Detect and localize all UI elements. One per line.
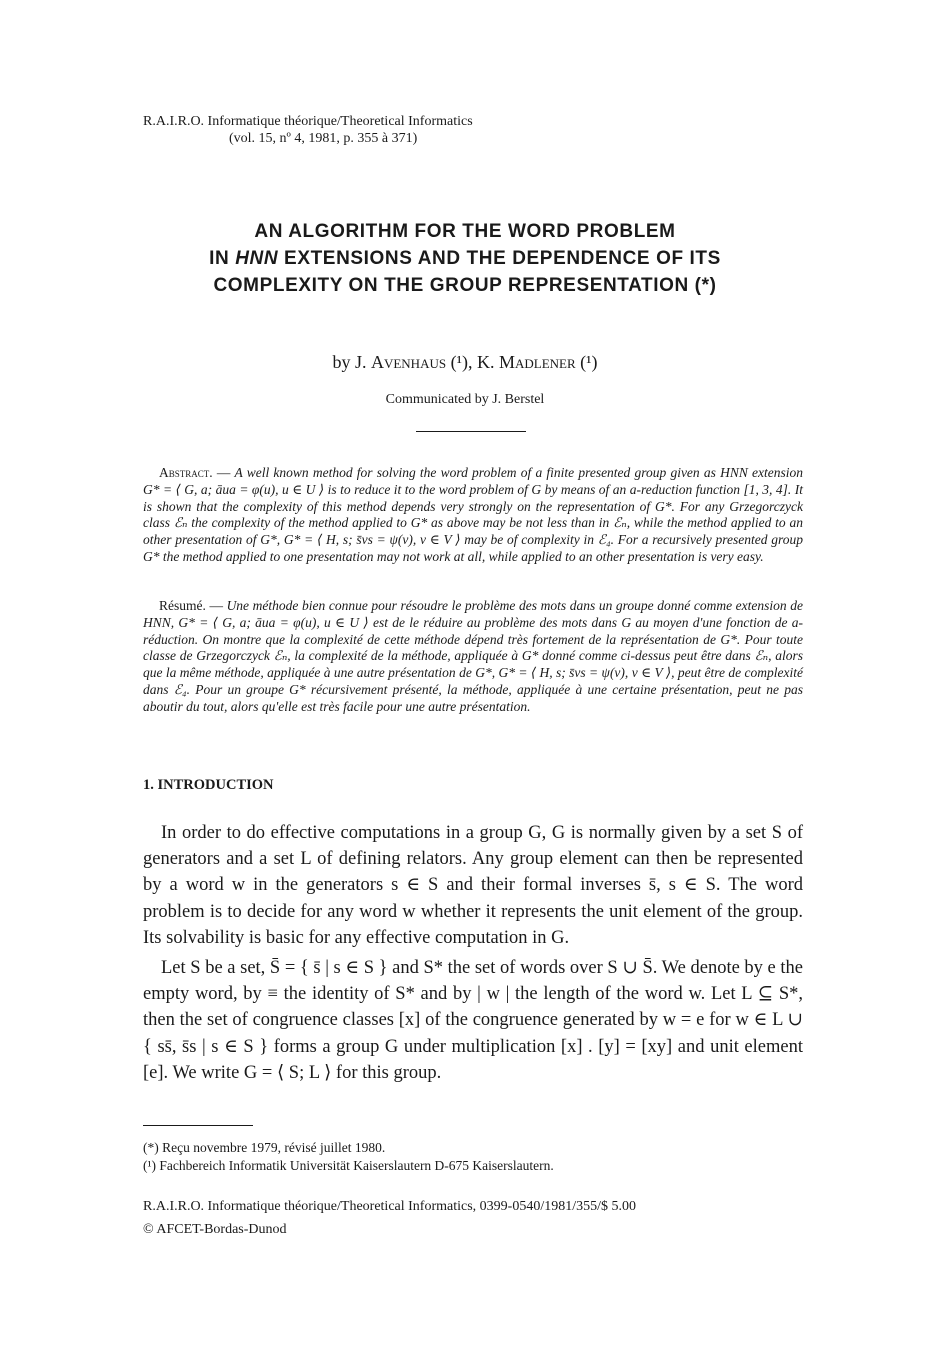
title-line-2-suffix: EXTENSIONS AND THE DEPENDENCE OF ITS [278, 248, 721, 269]
title-hnn: HNN [235, 248, 279, 269]
page-footer [143, 1195, 636, 1241]
title-divider [416, 431, 526, 432]
intro-paragraph-2: Let S be a set, S̄ = { s̄ | s ∈ S } and S* the set of words over S ∪ S̄. We denote by e the empty word, by ≡ the identity of S* and by | w | the length of the word w. Let L ⊆ S*, then the set of congruence classes [x] of the congruence generated by w = e for w ∈ L ∪ { ss̄, s̄s | s ∈ S } forms a group G under multiplication [x] . [y] = [xy] and unit element [e]. We write G = ⟨ S; L ⟩ for this group. [143, 958, 803, 1083]
author-line [0, 352, 930, 373]
title-line-2 [100, 245, 830, 272]
footer-journal-issn: R.A.I.R.O. Informatique théorique/Theoretical Informatics, 0399-0540/1981/355/$ 5.00 [143, 1199, 637, 1214]
author-by: by J. [332, 352, 371, 372]
journal-header [143, 113, 473, 147]
abstract-label: Abstract. — [159, 465, 235, 480]
footnote-received: (*) Reçu novembre 1979, révisé juillet 1980. [143, 1140, 386, 1155]
resume-text: Une méthode bien connue pour résoudre le problème des mots dans un groupe donné comme extension de HNN, G* = ⟨ G, a; āua = φ(u), u ∈ U ⟩ est de le réduire au problème des mots dans G au moyen d'une fonction de a-réduction. On montre que la complexité de cette méthode dépend très fortement de la représentation de G*. Pour toute classe de Grzegorczyck ℰₙ, la complexité de la méthode, appliquée à G* donné comme ci-dessus peut être dans ℰₙ, alors que la même méthode, appliquée à une autre présentation de G*, G* = ⟨ H, s; s̄vs = ψ(v), v ∈ V ⟩, peut être de complexité dans ℰ₄. Pour un groupe G* récursivement présenté, la méthode, appliquée à une certaine présentation, peut ne pas aboutir du tout, alors qu'elle est très facile pour une autre présentation. [143, 598, 803, 714]
journal-volume: (vol. 15, nº 4, 1981, p. 355 à 371) [229, 131, 418, 146]
author-mark: (¹) [575, 352, 598, 372]
title-line-1: AN ALGORITHM FOR THE WORD PROBLEM [254, 221, 676, 242]
resume [143, 598, 803, 716]
footnote-divider [143, 1125, 253, 1126]
journal-name: R.A.I.R.O. Informatique théorique/Theoretical Informatics [143, 114, 473, 129]
author-avenhaus: Avenhaus [370, 352, 447, 372]
paper-title [100, 218, 830, 299]
abstract-text: A well known method for solving the word problem of a finite presented group given as HNN extension G* = ⟨ G, a; āua = φ(u), u ∈ U ⟩ is to reduce it to the word problem of G by means of an a-reduction function [1, 3, 4]. It is shown that the complexity of this method depends very strongly on the representation of G*. For any Grzegorczyck class ℰₙ the complexity of the method applied to G* as above may be not less than in ℰₙ, while the method applied to an other presentation of G*, G* = ⟨ H, s; s̄vs = ψ(v), v ∈ V ⟩ may be of complexity in ℰ₄. For a recursively presented group G* the method applied to one presentation may not work at all, while applied to an other presentation is very easy. [143, 465, 803, 564]
footer-copyright: © AFCET-Bordas-Dunod [143, 1222, 287, 1237]
communicated-by: Communicated by J. Berstel [385, 392, 545, 407]
section-heading-introduction: 1. INTRODUCTION [143, 777, 274, 793]
title-line-2-prefix: IN [209, 248, 236, 269]
intro-paragraph-1: In order to do effective computations in a group G, G is normally given by a set S of generators and a set L of defining relators. Any group element can then be represented by a word w in the generators s ∈ S and their formal inverses s̄, s ∈ S. The word problem is to decide for any word w whether it represents the unit element of the group. Its solvability is basic for any effective computation in G. [143, 823, 803, 948]
title-line-3: COMPLEXITY ON THE GROUP REPRESENTATION (*) [213, 275, 717, 296]
resume-label: Résumé. — [159, 598, 227, 613]
footnote-affiliation: (¹) Fachbereich Informatik Universität Kaiserslautern D-675 Kaiserslautern. [143, 1158, 554, 1173]
author-separator: (¹), K. [446, 352, 499, 372]
author-madlener: Madlener [498, 352, 576, 372]
footnotes [143, 1139, 554, 1175]
abstract [143, 465, 803, 566]
